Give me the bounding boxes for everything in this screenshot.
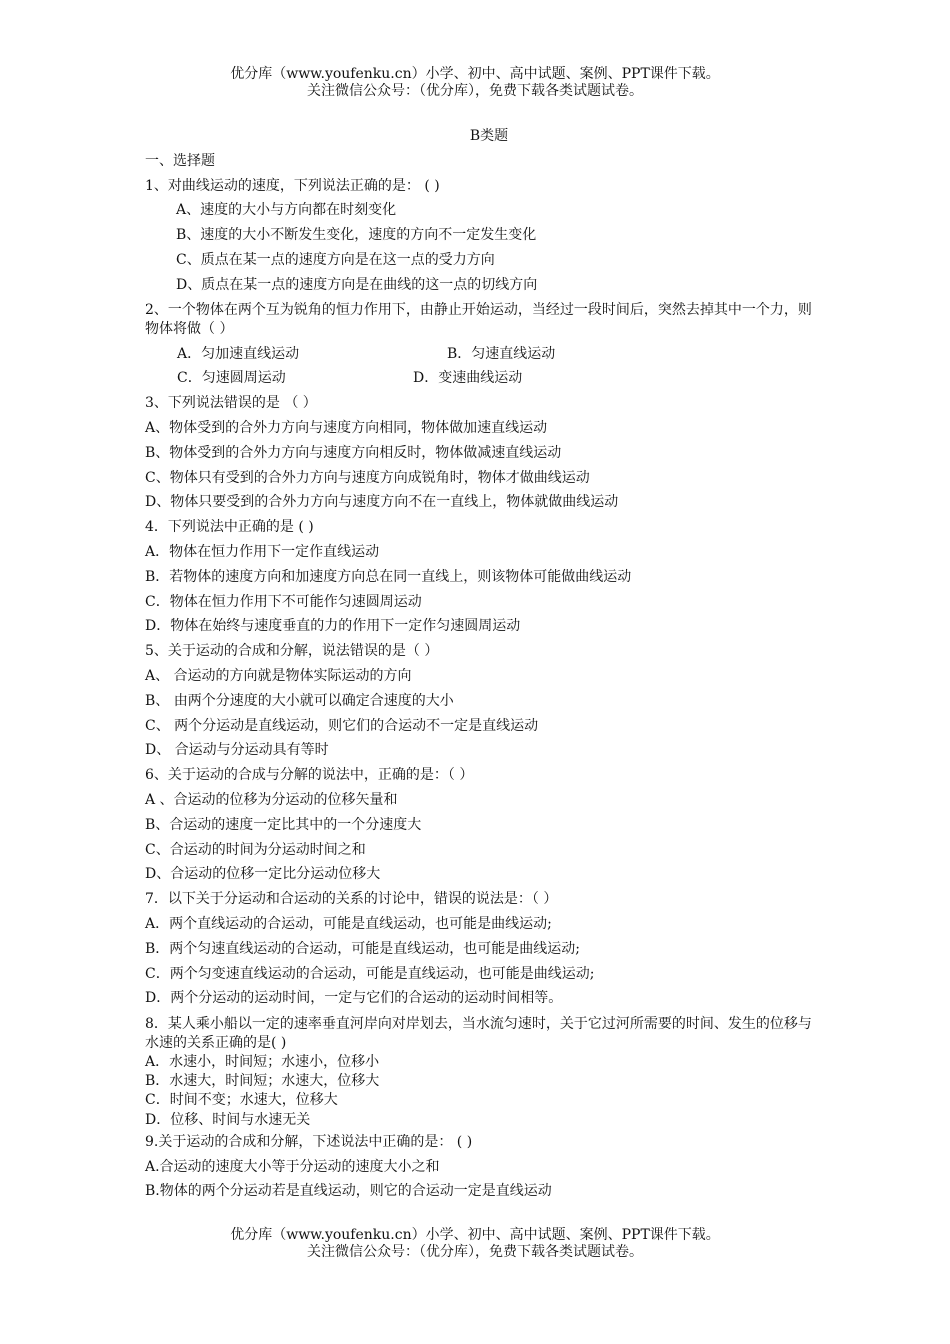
option-d: D、 合运动与分运动具有等时 — [145, 742, 329, 759]
option-d: D．物体在始终与速度垂直的力的作用下一定作匀速圆周运动 — [145, 618, 521, 635]
option-a: A 、合运动的位移为分运动的位移矢量和 — [145, 791, 398, 808]
document-body — [145, 124, 825, 1204]
question-3 — [145, 391, 825, 515]
question-stem: 3、下列说法错误的是 （ ） — [145, 395, 317, 412]
option-b: B．匀速直线运动 — [447, 345, 556, 362]
question-stem: 6、关于运动的合成与分解的说法中，正确的是：（ ） — [145, 767, 474, 784]
option-b: B.物体的两个分运动若是直线运动，则它的合运动一定是直线运动 — [145, 1183, 552, 1200]
header-line-1: 优分库（www.youfenku.cn）小学、初中、高中试题、案例、PPT课件下载。 — [230, 66, 720, 82]
option-b: B、速度的大小不断发生变化，速度的方向不一定发生变化 — [176, 227, 537, 244]
option-c: C、 两个分运动是直线运动，则它们的合运动不一定是直线运动 — [145, 717, 539, 734]
question-5 — [145, 639, 825, 763]
option-a: A、速度的大小与方向都在时刻变化 — [176, 202, 397, 219]
option-c: C、合运动的时间为分运动时间之和 — [145, 841, 366, 858]
question-9 — [145, 1130, 825, 1204]
options-row-1 — [145, 342, 825, 367]
option-d: D．两个分运动的运动时间，一定与它们的合运动的运动时间相等。 — [145, 990, 563, 1007]
option-a: A.合运动的速度大小等于分运动的速度大小之和 — [145, 1158, 440, 1175]
question-stem: 2、一个物体在两个互为锐角的恒力作用下，由静止开始运动，当经过一段时间后，突然去掉其中一个力，则物体将做（ ） — [145, 301, 812, 337]
option-c: C．两个匀变速直线运动的合运动，可能是直线运动，也可能是曲线运动; — [145, 965, 595, 982]
option-c: C、物体只有受到的合外力方向与速度方向成锐角时，物体才做曲线运动 — [145, 469, 590, 486]
question-2 — [145, 298, 825, 392]
footer-line-1: 优分库（www.youfenku.cn）小学、初中、高中试题、案例、PPT课件下载。 — [230, 1227, 720, 1243]
option-a: A．匀加速直线运动 — [177, 345, 300, 362]
option-c: C．时间不变；水速大，位移大 — [145, 1092, 338, 1109]
question-stem: 1、对曲线运动的速度，下列说法正确的是： ( ) — [145, 177, 440, 194]
option-a: A、 合运动的方向就是物体实际运动的方向 — [145, 667, 412, 684]
header-line-2: 关注微信公众号：（优分库），免费下载各类试题试卷。 — [307, 83, 643, 99]
option-b: B、 由两个分速度的大小就可以确定合速度的大小 — [145, 692, 454, 709]
option-d: D．变速曲线运动 — [413, 370, 523, 387]
question-stem: 5、关于运动的合成和分解，说法错误的是（ ） — [145, 643, 439, 660]
question-7 — [145, 887, 825, 1011]
options-row-2 — [145, 366, 825, 391]
question-stem: 7．以下关于分运动和合运动的关系的讨论中，错误的说法是：（ ） — [145, 891, 558, 908]
option-a: A、物体受到的合外力方向与速度方向相同，物体做加速直线运动 — [145, 419, 548, 436]
question-stem: 9.关于运动的合成和分解，下述说法中正确的是： ( ) — [145, 1133, 473, 1150]
option-b: B、合运动的速度一定比其中的一个分速度大 — [145, 816, 422, 833]
question-6 — [145, 763, 825, 887]
option-c: C．匀速圆周运动 — [177, 370, 286, 387]
section-heading: 一、选择题 — [145, 152, 215, 169]
option-b: B．水速大，时间短；水速大，位移大 — [145, 1073, 380, 1090]
question-4 — [145, 515, 825, 639]
question-stem: 8．某人乘小船以一定的速率垂直河岸向对岸划去，当水流匀速时，关于它过河所需要的时间、发生的位移与水速的关系正确的是( ) — [145, 1016, 812, 1052]
option-d: D、合运动的位移一定比分运动位移大 — [145, 866, 381, 883]
option-a: A．两个直线运动的合运动，可能是直线运动，也可能是曲线运动; — [145, 915, 552, 932]
option-a: A．物体在恒力作用下一定作直线运动 — [145, 543, 380, 560]
option-c: C、质点在某一点的速度方向是在这一点的受力方向 — [176, 251, 495, 268]
option-b: B．两个匀速直线运动的合运动，可能是直线运动，也可能是曲线运动; — [145, 940, 581, 957]
footer-line-2: 关注微信公众号：（优分库），免费下载各类试题试卷。 — [307, 1244, 643, 1260]
question-stem: 4．下列说法中正确的是 ( ) — [145, 519, 314, 536]
option-d: D、质点在某一点的速度方向是在曲线的这一点的切线方向 — [176, 276, 538, 293]
option-c: C．物体在恒力作用下不可能作匀速圆周运动 — [145, 593, 422, 610]
option-b: B．若物体的速度方向和加速度方向总在同一直线上，则该物体可能做曲线运动 — [145, 568, 632, 585]
option-d: D、物体只要受到的合外力方向与速度方向不在一直线上，物体就做曲线运动 — [145, 494, 619, 511]
question-8 — [145, 1011, 825, 1130]
option-b: B、物体受到的合外力方向与速度方向相反时，物体做减速直线运动 — [145, 444, 562, 461]
question-1 — [145, 174, 825, 298]
page-header — [0, 66, 950, 100]
page-footer — [0, 1227, 950, 1261]
doc-title: B类题 — [469, 128, 509, 144]
option-a: A．水速小，时间短；水速小，位移小 — [145, 1054, 380, 1071]
option-d: D．位移、时间与水速无关 — [145, 1111, 311, 1128]
